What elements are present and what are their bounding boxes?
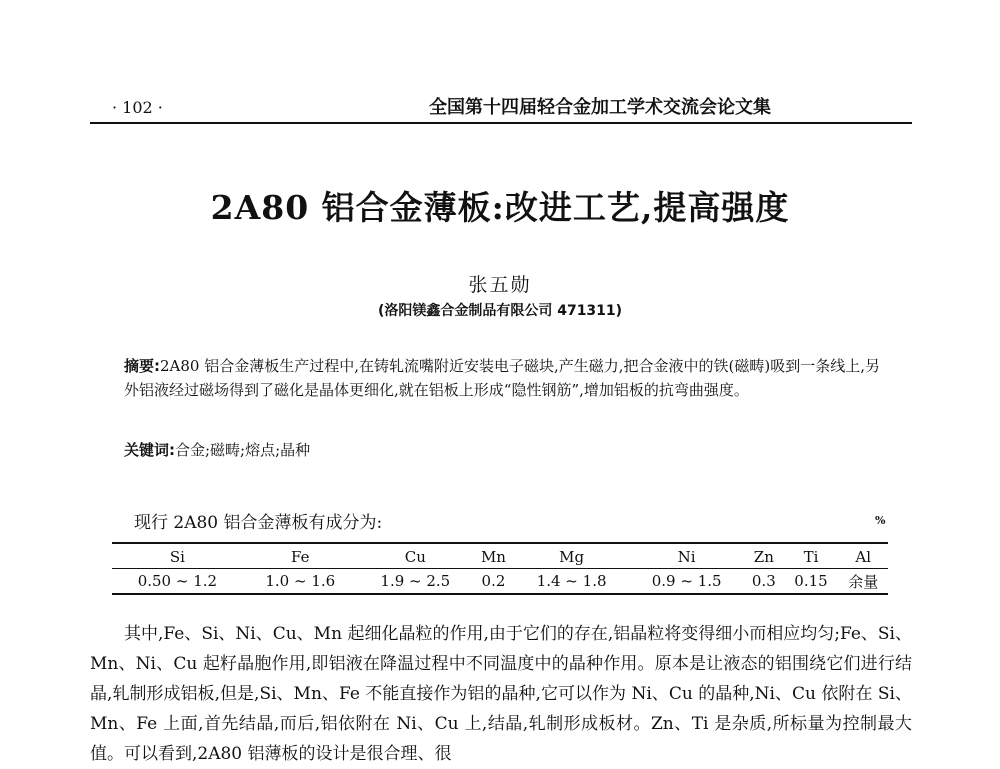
- table-header-cell: Mg: [514, 543, 629, 569]
- table-header-row: [112, 543, 888, 569]
- table-row: [112, 569, 888, 595]
- article-title: 2A80 铝合金薄板:改进工艺,提高强度: [210, 188, 790, 227]
- table-header-cell: Ni: [629, 543, 744, 569]
- table-header-cell: Mn: [473, 543, 514, 569]
- table-caption: 现行 2A80 铝合金薄板有成分为:: [134, 513, 383, 533]
- table-unit: %: [875, 514, 886, 527]
- table-header-cell: Cu: [358, 543, 473, 569]
- page-number: · 102 ·: [112, 98, 163, 117]
- keywords: [124, 439, 892, 460]
- table-header-cell: Al: [839, 543, 889, 569]
- table-cell: 1.0 ~ 1.6: [243, 569, 358, 595]
- table-header-cell: Ti: [783, 543, 838, 569]
- table-cell: 0.50 ~ 1.2: [112, 569, 243, 595]
- table-header-cell: Zn: [744, 543, 783, 569]
- keywords-text: 合金;磁畴;熔点;晶种: [175, 441, 311, 459]
- table-cell: 0.2: [473, 569, 514, 595]
- author-affiliation: (洛阳镁鑫合金制品有限公司 471311): [377, 303, 623, 319]
- header-rule: [90, 122, 912, 124]
- abstract-text: 2A80 铝合金薄板生产过程中,在铸轧流嘴附近安装电子磁块,产生磁力,把合金液中的铁(磁畴)吸到一条线上,另外铝液经过磁场得到了磁化是晶体更细化,就在铝板上形成“隐性钢筋”,增加铝板的抗弯曲强度。: [124, 357, 881, 399]
- keywords-label: 关键词:: [124, 441, 175, 459]
- composition-table: [112, 542, 888, 595]
- body-text: [90, 619, 912, 769]
- table-cell: 1.9 ~ 2.5: [358, 569, 473, 595]
- abstract-label: 摘要:: [124, 357, 160, 375]
- table-cell: 0.9 ~ 1.5: [629, 569, 744, 595]
- table-cell: 0.15: [783, 569, 838, 595]
- table-header-cell: Si: [112, 543, 243, 569]
- table-cell: 0.3: [744, 569, 783, 595]
- abstract: [124, 354, 892, 402]
- running-header: 全国第十四届轻合金加工学术交流会论文集: [429, 97, 771, 118]
- author-name: 张五勋: [468, 274, 532, 296]
- table-cell: 余量: [839, 569, 889, 595]
- table-header-cell: Fe: [243, 543, 358, 569]
- table-cell: 1.4 ~ 1.8: [514, 569, 629, 595]
- body-paragraph: 其中,Fe、Si、Ni、Cu、Mn 起细化晶粒的作用,由于它们的存在,铝晶粒将变得细小而相应均匀;Fe、Si、Mn、Ni、Cu 起籽晶胞作用,即铝液在降温过程中不同温度中的晶种作用。原本是让液态的铝围绕它们进行结晶,轧制形成铝板,但是,Si、Mn、Fe 不能直接作为铝的晶种,它可以作为 Ni、Cu 的晶种,Ni、Cu 依附在 Si、Mn、Fe 上面,首先结晶,而后,铝依附在 Ni、Cu 上,结晶,轧制形成板材。Zn、Ti 是杂质,所标量为控制最大值。可以看到,2A80 铝薄板的设计是很合理、很: [90, 624, 912, 764]
